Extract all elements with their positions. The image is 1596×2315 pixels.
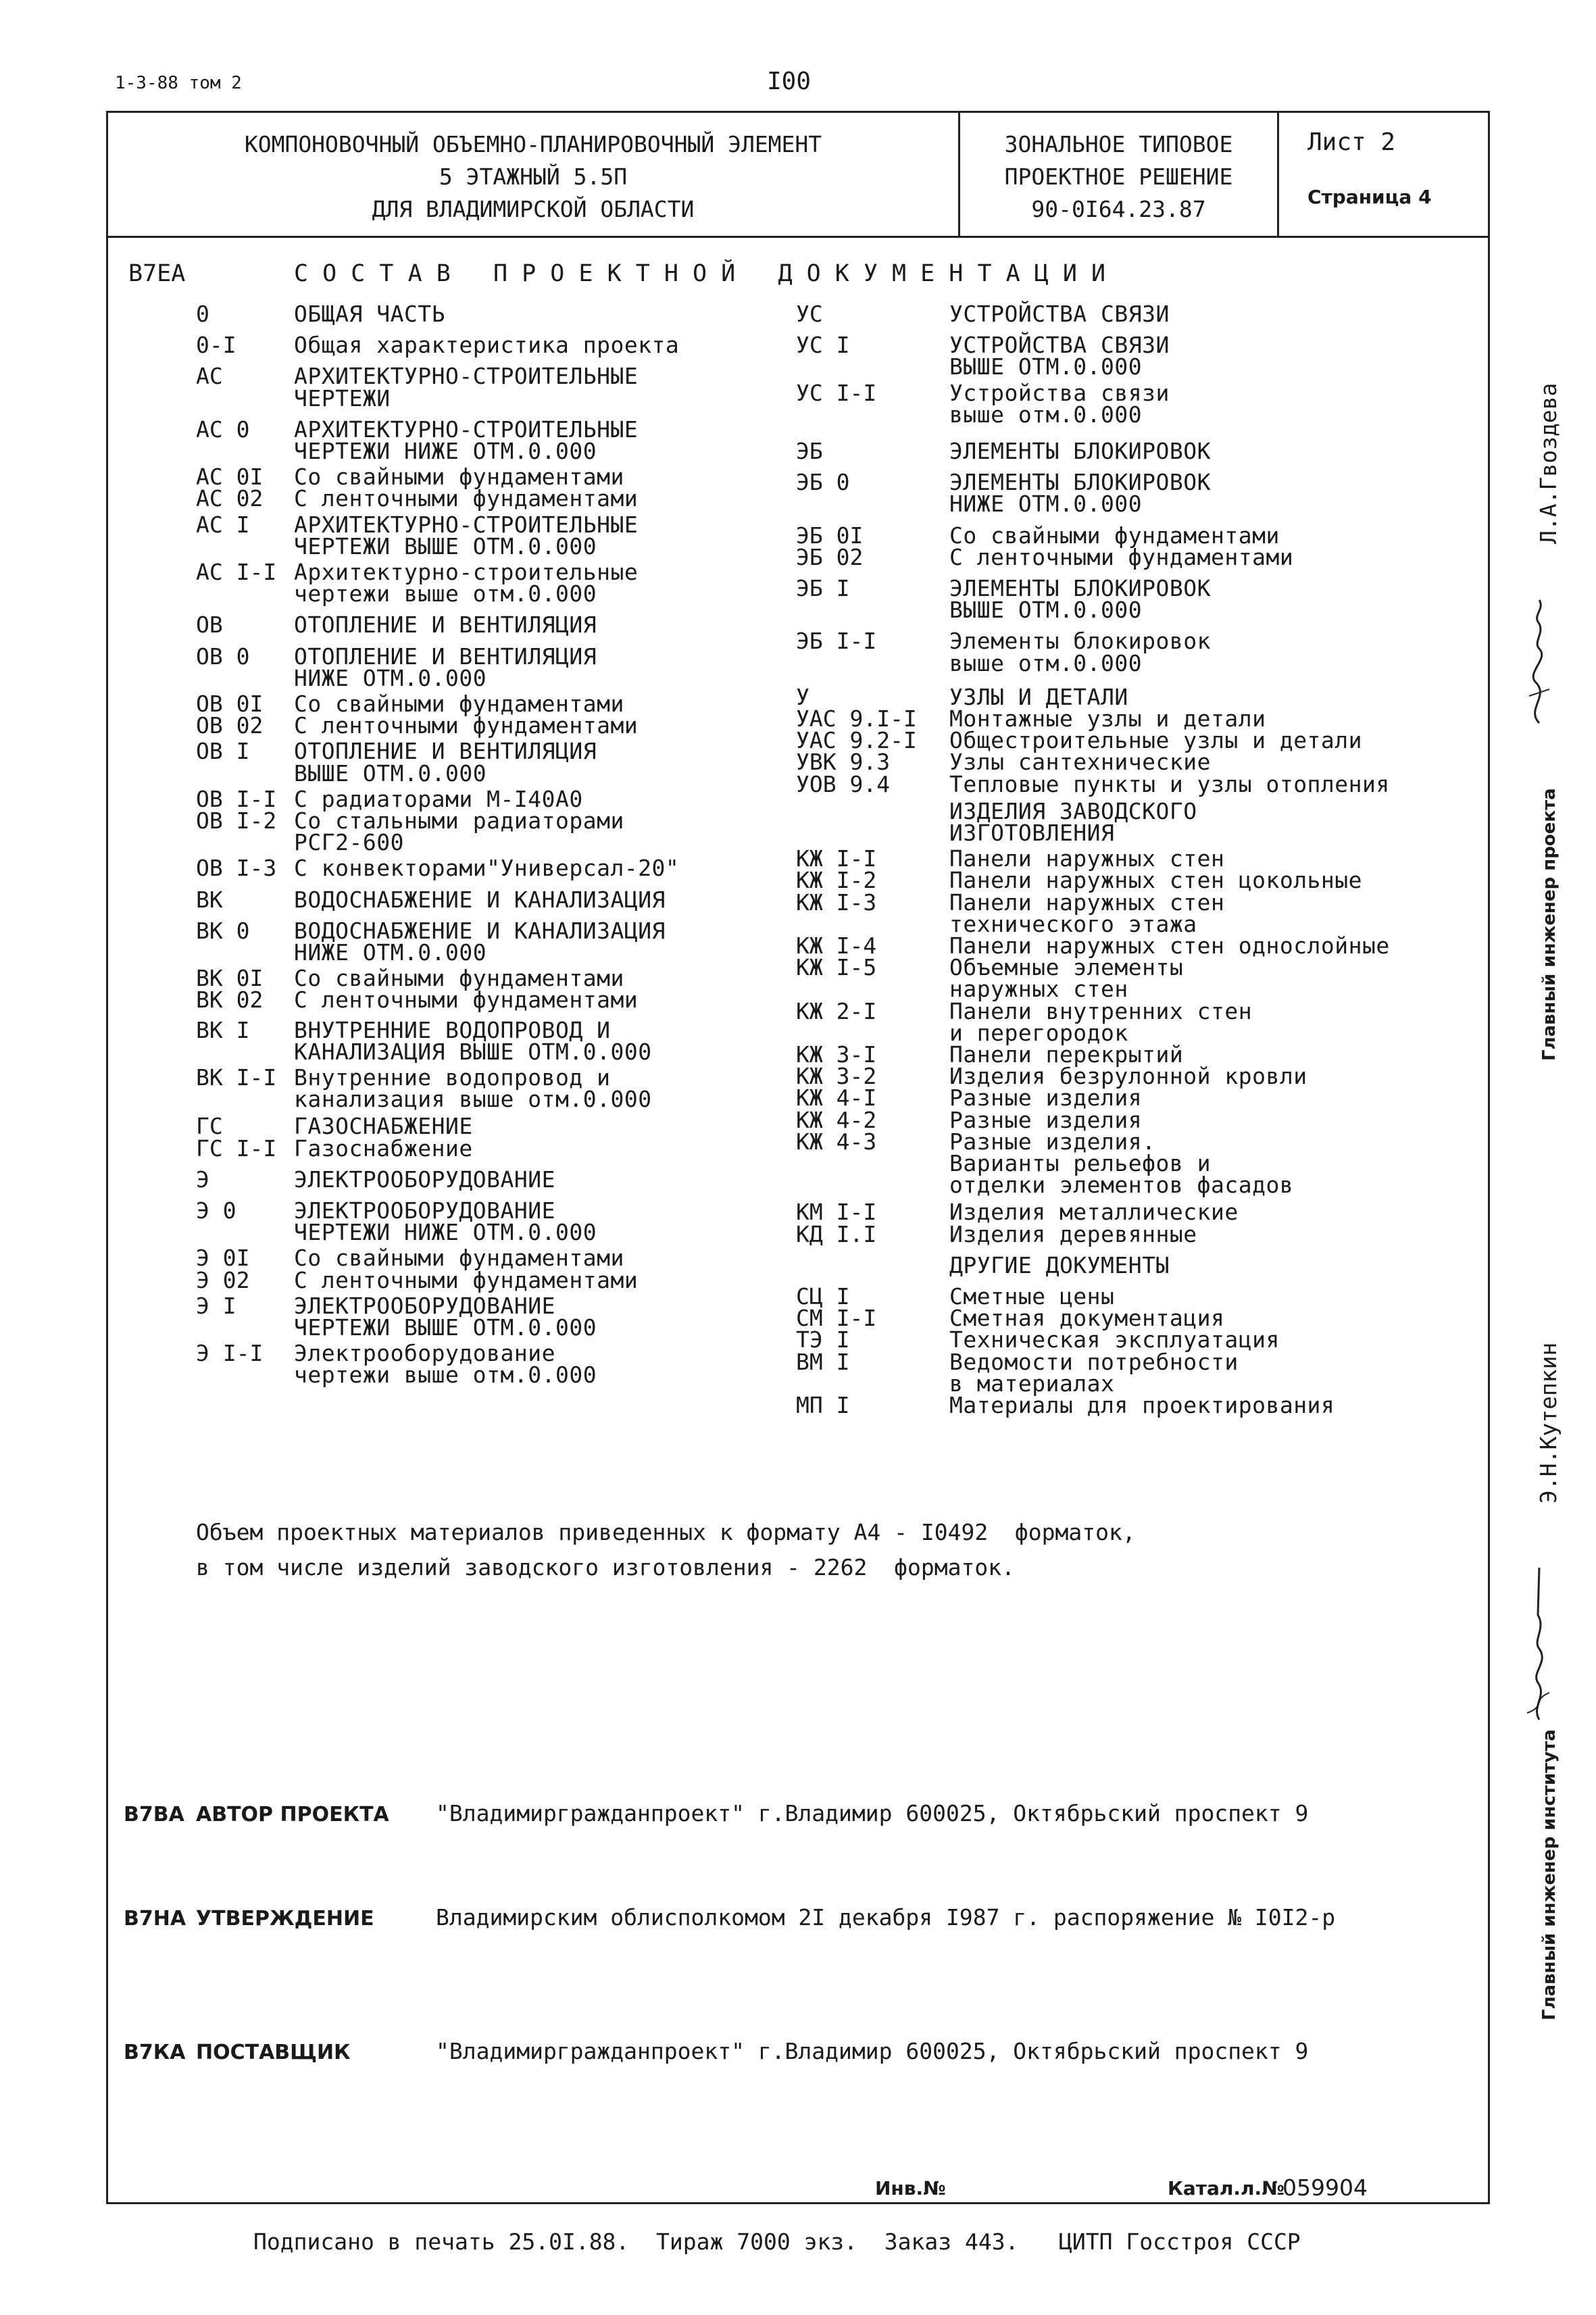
doc-title: ЭЛЕМЕНТЫ БЛОКИРОВОК	[949, 469, 1211, 496]
doc-code: ВК 02	[196, 987, 264, 1014]
doc-code: ЭБ	[796, 438, 823, 464]
doc-title: УСТРОЙСТВА СВЯЗИ	[949, 332, 1170, 359]
doc-title: АРХИТЕКТУРНО-СТРОИТЕЛЬНЫЕ	[294, 363, 639, 390]
doc-title: Материалы для проектирования	[949, 1392, 1335, 1418]
doc-code: ОВ I-3	[196, 855, 277, 882]
doc-title: Архитектурно-строительные	[294, 559, 639, 585]
doc-title: ВЫШЕ ОТМ.0.000	[294, 760, 487, 787]
doc-title: выше отм.0.000	[949, 649, 1143, 676]
doc-code: УОВ 9.4	[796, 770, 891, 797]
doc-code: ВК I-I	[196, 1064, 277, 1091]
author-code: В7ВА	[124, 1803, 184, 1826]
doc-code: ОВ 0I	[196, 691, 264, 717]
header-decision-line: ПРОЕКТНОЕ РЕШЕНИЕ	[1004, 164, 1233, 190]
chief-institute-engineer-name: Э.Н.Кутепкин	[1535, 1342, 1562, 1503]
supplier-code: В7КА	[124, 2041, 186, 2064]
doc-code: КЖ 4-I	[796, 1085, 877, 1112]
doc-title: технического этажа	[949, 910, 1197, 937]
composition-code: В7ЕА	[128, 260, 186, 287]
doc-code: ОВ I-2	[196, 807, 277, 834]
approval-text: Владимирским облисполкомом 2I декабря I987 г. распоряжение № I0I2-р	[436, 1904, 1336, 1931]
doc-title: Панели наружных стен	[949, 889, 1225, 916]
doc-title: Объемные элементы	[949, 954, 1184, 981]
doc-code: АС I	[196, 511, 250, 538]
doc-title: чертежи выше отм.0.000	[294, 580, 597, 607]
chief-institute-engineer-label: Главный инженер института	[1539, 1729, 1560, 2020]
doc-title: С ленточными фундаментами	[949, 543, 1294, 570]
doc-title: ЭЛЕКТРООБОРУДОВАНИЕ	[294, 1166, 555, 1193]
doc-title: ОТОПЛЕНИЕ И ВЕНТИЛЯЦИЯ	[294, 643, 597, 670]
doc-code: ЭБ 0	[796, 469, 850, 496]
signature-institute-engineer	[1519, 1561, 1560, 1723]
doc-code: ЭБ I-I	[796, 628, 877, 655]
doc-title: отделки элементов фасадов	[949, 1172, 1294, 1199]
doc-title: КАНАЛИЗАЦИЯ ВЫШЕ ОТМ.0.000	[294, 1038, 652, 1065]
doc-title: ВОДОСНАБЖЕНИЕ И КАНАЛИЗАЦИЯ	[294, 886, 666, 913]
doc-title: Внутренние водопровод и	[294, 1064, 611, 1091]
supplier-text: "Владимиргражданпроект" г.Владимир 600025, Октябрьский проспект 9	[436, 2038, 1309, 2064]
doc-title: в материалах	[949, 1370, 1115, 1397]
sheet-label: Лист 2	[1307, 128, 1396, 156]
doc-code: КМ I-I	[796, 1199, 877, 1226]
doc-code: КЖ 4-3	[796, 1128, 877, 1155]
doc-title: ВНУТРЕННИЕ ВОДОПРОВОД И	[294, 1016, 611, 1043]
doc-title: Изделия деревянные	[949, 1220, 1197, 1247]
doc-title: НИЖЕ ОТМ.0.000	[949, 491, 1143, 518]
header-divider	[106, 236, 1490, 238]
doc-title: Элементы блокировок	[949, 628, 1211, 655]
doc-code: Э I	[196, 1292, 236, 1319]
doc-code: ВМ I	[796, 1348, 850, 1375]
doc-code: КЖ 4-2	[796, 1106, 877, 1133]
doc-code: ОВ 02	[196, 712, 264, 739]
chief-project-engineer-name: Л.А.Гвоздева	[1535, 382, 1562, 544]
doc-code: КЖ I-5	[796, 954, 877, 981]
doc-title: Панели наружных стен	[949, 845, 1225, 872]
doc-code: 0-I	[196, 332, 236, 359]
doc-title: и перегородок	[949, 1019, 1128, 1046]
doc-code: Э 0I	[196, 1245, 250, 1272]
doc-title: ЭЛЕМЕНТЫ БЛОКИРОВОК	[949, 438, 1211, 464]
doc-title: Со свайными фундаментами	[294, 965, 624, 992]
doc-code: ТЭ I	[796, 1326, 850, 1353]
page-number: I00	[767, 68, 812, 95]
header-decision-line: ЗОНАЛЬНОЕ ТИПОВОЕ	[1004, 131, 1233, 157]
doc-title: Изделия безрулонной кровли	[949, 1063, 1307, 1090]
doc-code: АС 0	[196, 416, 250, 443]
doc-code: КЖ I-3	[796, 889, 877, 916]
doc-title: С ленточными фундаментами	[294, 712, 639, 739]
doc-title: Устройства связи	[949, 379, 1170, 406]
doc-code: КЖ 3-2	[796, 1063, 877, 1090]
doc-title: ОТОПЛЕНИЕ И ВЕНТИЛЯЦИЯ	[294, 738, 597, 765]
doc-title: ОБЩАЯ ЧАСТЬ	[294, 301, 446, 327]
doc-code: Э I-I	[196, 1340, 264, 1367]
doc-title: ГАЗОСНАБЖЕНИЕ	[294, 1113, 473, 1140]
doc-title: Со стальными радиаторами	[294, 807, 624, 834]
doc-title: Разные изделия	[949, 1106, 1143, 1133]
doc-title: ДРУГИЕ ДОКУМЕНТЫ	[949, 1251, 1170, 1278]
doc-title: Электрооборудование	[294, 1340, 555, 1367]
doc-title: ИЗГОТОВЛЕНИЯ	[949, 820, 1115, 846]
doc-code: Э 02	[196, 1266, 250, 1293]
doc-title: УСТРОЙСТВА СВЯЗИ	[949, 301, 1170, 327]
doc-title: Общестроительные узлы и детали	[949, 727, 1363, 754]
doc-code: ОВ I	[196, 738, 250, 765]
doc-code: Э	[196, 1166, 209, 1193]
doc-code: ОВ I-I	[196, 785, 277, 812]
doc-code: УС I	[796, 332, 850, 359]
doc-title: ЧЕРТЕЖИ НИЖЕ ОТМ.0.000	[294, 438, 597, 464]
doc-title: ВОДОСНАБЖЕНИЕ И КАНАЛИЗАЦИЯ	[294, 917, 666, 944]
catalog-label: Катал.л.№	[1168, 2177, 1285, 2199]
page-label: Страница 4	[1307, 186, 1432, 208]
header-title-line: КОМПОНОВОЧНЫЙ ОБЪЕМНО-ПЛАНИРОВОЧНЫЙ ЭЛЕМЕНТ	[244, 131, 822, 157]
doc-title: Со свайными фундаментами	[294, 691, 624, 717]
doc-title: С ленточными фундаментами	[294, 1266, 639, 1293]
doc-code: КЖ 3-I	[796, 1041, 877, 1068]
doc-title: ВЫШЕ ОТМ.0.000	[949, 353, 1143, 380]
doc-code: УВК 9.3	[796, 749, 891, 776]
doc-title: Панели наружных стен цокольные	[949, 867, 1363, 894]
doc-code: ГС	[196, 1113, 223, 1140]
approval-label: УТВЕРЖДЕНИЕ	[196, 1907, 374, 1931]
doc-title: Тепловые пункты и узлы отопления	[949, 770, 1390, 797]
doc-title: Со свайными фундаментами	[949, 522, 1280, 549]
header-decision	[960, 128, 1277, 226]
doc-title: УЗЛЫ И ДЕТАЛИ	[949, 683, 1128, 710]
doc-title: ЭЛЕКТРООБОРУДОВАНИЕ	[294, 1292, 555, 1319]
header-title-line: ДЛЯ ВЛАДИМИРСКОЙ ОБЛАСТИ	[372, 196, 695, 222]
doc-title: АРХИТЕКТУРНО-СТРОИТЕЛЬНЫЕ	[294, 416, 639, 443]
series-label: 1-3-88 том 2	[115, 73, 242, 93]
supplier-label: ПОСТАВЩИК	[196, 2041, 351, 2064]
doc-code: ЭБ 02	[796, 543, 864, 570]
doc-title: Узлы сантехнические	[949, 749, 1211, 776]
doc-code: УАС 9.I-I	[796, 705, 917, 732]
doc-title: Сметная документация	[949, 1305, 1225, 1332]
doc-title: С конвекторами"Универсал-20"	[294, 855, 680, 882]
doc-title: С ленточными фундаментами	[294, 485, 639, 512]
doc-title: Со свайными фундаментами	[294, 464, 624, 491]
header-title-line: 5 ЭТАЖНЫЙ 5.5П	[439, 164, 628, 190]
author-label: АВТОР ПРОЕКТА	[196, 1803, 389, 1826]
doc-title: РСГ2-600	[294, 829, 404, 856]
doc-title: С радиаторами М-I40А0	[294, 785, 583, 812]
doc-code: АС 02	[196, 485, 264, 512]
doc-title: канализация выше отм.0.000	[294, 1086, 652, 1113]
doc-code: У	[796, 683, 809, 710]
doc-code: АС	[196, 363, 223, 390]
doc-code: КЖ I-2	[796, 867, 877, 894]
doc-title: ЭЛЕМЕНТЫ БЛОКИРОВОК	[949, 575, 1211, 601]
doc-title: ЭЛЕКТРООБОРУДОВАНИЕ	[294, 1197, 555, 1224]
doc-code: КД I.I	[796, 1220, 877, 1247]
doc-title: АРХИТЕКТУРНО-СТРОИТЕЛЬНЫЕ	[294, 511, 639, 538]
doc-title: Со свайными фундаментами	[294, 1245, 624, 1272]
doc-title: ОТОПЛЕНИЕ И ВЕНТИЛЯЦИЯ	[294, 612, 597, 639]
doc-code: СМ I-I	[796, 1305, 877, 1332]
doc-code: Э 0	[196, 1197, 236, 1224]
doc-code: КЖ I-4	[796, 932, 877, 959]
doc-title: ВЫШЕ ОТМ.0.000	[949, 597, 1143, 624]
approval-code: В7НА	[124, 1907, 186, 1931]
doc-title: выше отм.0.000	[949, 401, 1143, 428]
chief-project-engineer-label: Главный инженер проекта	[1539, 788, 1560, 1061]
header-decision-line: 90-0I64.23.87	[1031, 196, 1206, 222]
doc-title: Панели внутренних стен	[949, 997, 1253, 1024]
doc-code: 0	[196, 301, 209, 327]
doc-title: Общая характеристика проекта	[294, 332, 680, 359]
doc-code: ВК 0	[196, 917, 250, 944]
doc-title: ЧЕРТЕЖИ ВЫШЕ ОТМ.0.000	[294, 532, 597, 559]
doc-title: Разные изделия	[949, 1085, 1143, 1112]
doc-title: ЧЕРТЕЖИ ВЫШЕ ОТМ.0.000	[294, 1314, 597, 1341]
doc-code: АС 0I	[196, 464, 264, 491]
doc-title: Разные изделия.	[949, 1128, 1156, 1155]
volume-line-1: Объем проектных материалов приведенных к формату А4 - I0492 форматок,	[196, 1519, 1136, 1545]
doc-code: ОВ	[196, 612, 223, 639]
doc-title: С ленточными фундаментами	[294, 987, 639, 1014]
doc-title: чертежи выше отм.0.000	[294, 1362, 597, 1389]
doc-title: Газоснабжение	[294, 1135, 473, 1162]
doc-code: УАС 9.2-I	[796, 727, 917, 754]
doc-code: МП I	[796, 1392, 850, 1418]
doc-code: ВК	[196, 886, 223, 913]
doc-title: ЧЕРТЕЖИ НИЖЕ ОТМ.0.000	[294, 1219, 597, 1246]
doc-title: НИЖЕ ОТМ.0.000	[294, 939, 487, 966]
doc-code: ВК I	[196, 1016, 250, 1043]
header-title	[108, 128, 958, 226]
header-separator-2	[1277, 111, 1279, 237]
signature-project-engineer	[1519, 595, 1560, 730]
doc-title: Монтажные узлы и детали	[949, 705, 1266, 732]
doc-code: КЖ I-I	[796, 845, 877, 872]
composition-title: С О С Т А В П Р О Е К Т Н О Й Д О К У М Е Н Т А Ц И И	[294, 260, 1106, 287]
doc-title: Изделия металлические	[949, 1199, 1239, 1226]
catalog-number: 059904	[1282, 2174, 1368, 2201]
doc-code: ГС I-I	[196, 1135, 277, 1162]
doc-code: УС I-I	[796, 379, 877, 406]
author-text: "Владимиргражданпроект" г.Владимир 600025, Октябрьский проспект 9	[436, 1800, 1309, 1826]
print-line: Подписано в печать 25.0I.88. Тираж 7000 экз. Заказ 443. ЦИТП Госстроя СССР	[253, 2229, 1301, 2255]
doc-title: Техническая эксплуатация	[949, 1326, 1280, 1353]
doc-title: ЧЕРТЕЖИ	[294, 384, 391, 412]
doc-code: ОВ 0	[196, 643, 250, 670]
doc-title: Ведомости потребности	[949, 1348, 1239, 1375]
doc-title: ИЗДЕЛИЯ ЗАВОДСКОГО	[949, 797, 1197, 824]
doc-title: наружных стен	[949, 976, 1128, 1003]
doc-code: ЭБ I	[796, 575, 850, 601]
doc-code: АС I-I	[196, 559, 277, 585]
doc-code: ЭБ 0I	[796, 522, 864, 549]
doc-title: НИЖЕ ОТМ.0.000	[294, 664, 487, 691]
doc-code: КЖ 2-I	[796, 997, 877, 1024]
doc-code: СЦ I	[796, 1283, 850, 1310]
doc-title: Варианты рельефов и	[949, 1150, 1211, 1176]
doc-title: Панели перекрытий	[949, 1041, 1184, 1068]
doc-code: УС	[796, 301, 823, 327]
inventory-label: Инв.№	[875, 2177, 946, 2199]
doc-code: ВК 0I	[196, 965, 264, 992]
volume-line-2: в том числе изделий заводского изготовления - 2262 форматок.	[196, 1554, 1015, 1580]
doc-title: Сметные цены	[949, 1283, 1115, 1310]
doc-title: Панели наружных стен однослойные	[949, 932, 1390, 959]
